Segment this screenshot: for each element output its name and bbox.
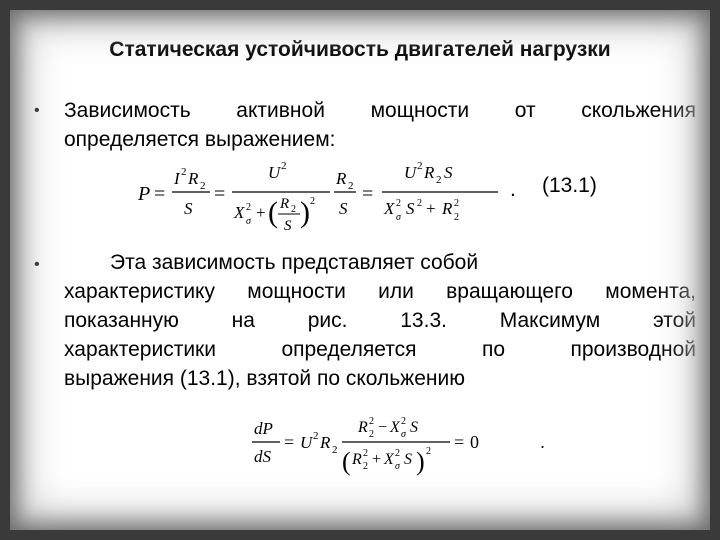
svg-text:2: 2 xyxy=(291,204,296,215)
paragraph-1-line-1: Зависимость активной мощности от скольжения xyxy=(64,99,696,122)
svg-text:2: 2 xyxy=(348,180,354,192)
svg-text:U: U xyxy=(300,433,313,452)
equation-13-1 xyxy=(128,154,508,234)
svg-text:+: + xyxy=(372,451,382,468)
svg-text:S: S xyxy=(404,451,412,468)
paragraph-2-line-3: показанную на рис. 13.3. Максимум этой xyxy=(64,309,696,332)
svg-text:(: ( xyxy=(268,196,278,229)
svg-text:=: = xyxy=(214,183,226,205)
svg-text:2: 2 xyxy=(281,160,287,172)
svg-text:R: R xyxy=(358,419,368,436)
svg-text:2: 2 xyxy=(310,196,315,207)
svg-text:R: R xyxy=(442,199,453,218)
svg-text:dS: dS xyxy=(254,447,271,466)
svg-text:=: = xyxy=(454,432,465,452)
svg-text:R: R xyxy=(280,196,290,212)
svg-text:2: 2 xyxy=(454,198,459,209)
paragraph-1-line-2: определяется выражением: xyxy=(64,128,336,151)
svg-text:): ) xyxy=(300,196,310,229)
bullet-1: • xyxy=(34,102,40,119)
svg-text:S: S xyxy=(184,199,193,218)
svg-text:σ: σ xyxy=(396,212,401,223)
svg-text:2: 2 xyxy=(426,446,431,457)
svg-text:R: R xyxy=(320,433,331,452)
svg-text:S: S xyxy=(339,199,348,218)
svg-text:2: 2 xyxy=(181,166,187,178)
svg-text:X: X xyxy=(384,199,395,218)
svg-text:S: S xyxy=(284,218,292,234)
equation-2-trailing-dot: . xyxy=(540,432,546,452)
svg-text:+: + xyxy=(426,199,436,218)
paragraph-2-line-2: характеристику мощности или вращающего момента, xyxy=(64,280,696,303)
slide xyxy=(28,22,696,518)
svg-text:2: 2 xyxy=(401,416,406,427)
svg-text:σ: σ xyxy=(395,461,400,472)
svg-text:2: 2 xyxy=(332,444,338,456)
svg-text:R: R xyxy=(424,163,435,182)
svg-text:S: S xyxy=(406,199,415,218)
svg-text:2: 2 xyxy=(363,448,368,459)
svg-text:P: P xyxy=(138,183,151,205)
svg-text:X: X xyxy=(390,419,400,436)
svg-text:σ: σ xyxy=(401,429,406,440)
paragraph-2-line-4: характеристики определяется по производной xyxy=(64,338,696,361)
svg-text:S: S xyxy=(410,419,418,436)
paragraph-2-line-5: выражения (13.1), взятой по скольжению xyxy=(64,367,465,390)
svg-text:2: 2 xyxy=(369,429,374,440)
svg-text:2: 2 xyxy=(417,198,422,209)
svg-text:R: R xyxy=(336,169,347,188)
svg-text:2: 2 xyxy=(363,461,368,472)
svg-text:2: 2 xyxy=(246,202,251,213)
svg-text:=: = xyxy=(362,183,374,205)
svg-text:2: 2 xyxy=(395,448,400,459)
svg-text:2: 2 xyxy=(454,212,459,223)
svg-text:): ) xyxy=(416,447,425,476)
paragraph-2 xyxy=(64,248,696,393)
svg-text:=: = xyxy=(154,183,166,205)
svg-text:I: I xyxy=(174,169,180,188)
svg-text:2: 2 xyxy=(436,174,442,186)
svg-text:2: 2 xyxy=(417,160,423,172)
svg-text:+: + xyxy=(256,203,266,222)
svg-text:2: 2 xyxy=(200,180,206,192)
equation-derivative xyxy=(250,412,490,482)
svg-text:0: 0 xyxy=(470,432,479,452)
svg-text:X: X xyxy=(384,451,394,468)
svg-text:X: X xyxy=(234,203,245,222)
equation-1-number: (13.1) xyxy=(542,174,597,197)
svg-text:U: U xyxy=(268,163,281,182)
slide-title: Статическая устойчивость двигателей нагрузки xyxy=(109,38,611,61)
paragraph-1 xyxy=(64,96,696,154)
svg-text:=: = xyxy=(284,432,295,452)
svg-text:R: R xyxy=(188,169,199,188)
svg-text:U: U xyxy=(404,163,417,182)
svg-text:(: ( xyxy=(342,447,351,476)
svg-text:R: R xyxy=(352,451,362,468)
bullet-2: • xyxy=(34,256,40,273)
svg-text:−: − xyxy=(378,419,388,436)
svg-text:2: 2 xyxy=(396,198,401,209)
svg-text:2: 2 xyxy=(369,416,374,427)
svg-text:dP: dP xyxy=(254,419,273,438)
svg-text:σ: σ xyxy=(246,216,251,227)
paragraph-2-line-1: Эта зависимость представляет собой xyxy=(110,251,479,274)
svg-text:S: S xyxy=(444,163,453,182)
equation-1-trailing-dot: . xyxy=(510,178,516,201)
svg-text:2: 2 xyxy=(313,430,319,442)
